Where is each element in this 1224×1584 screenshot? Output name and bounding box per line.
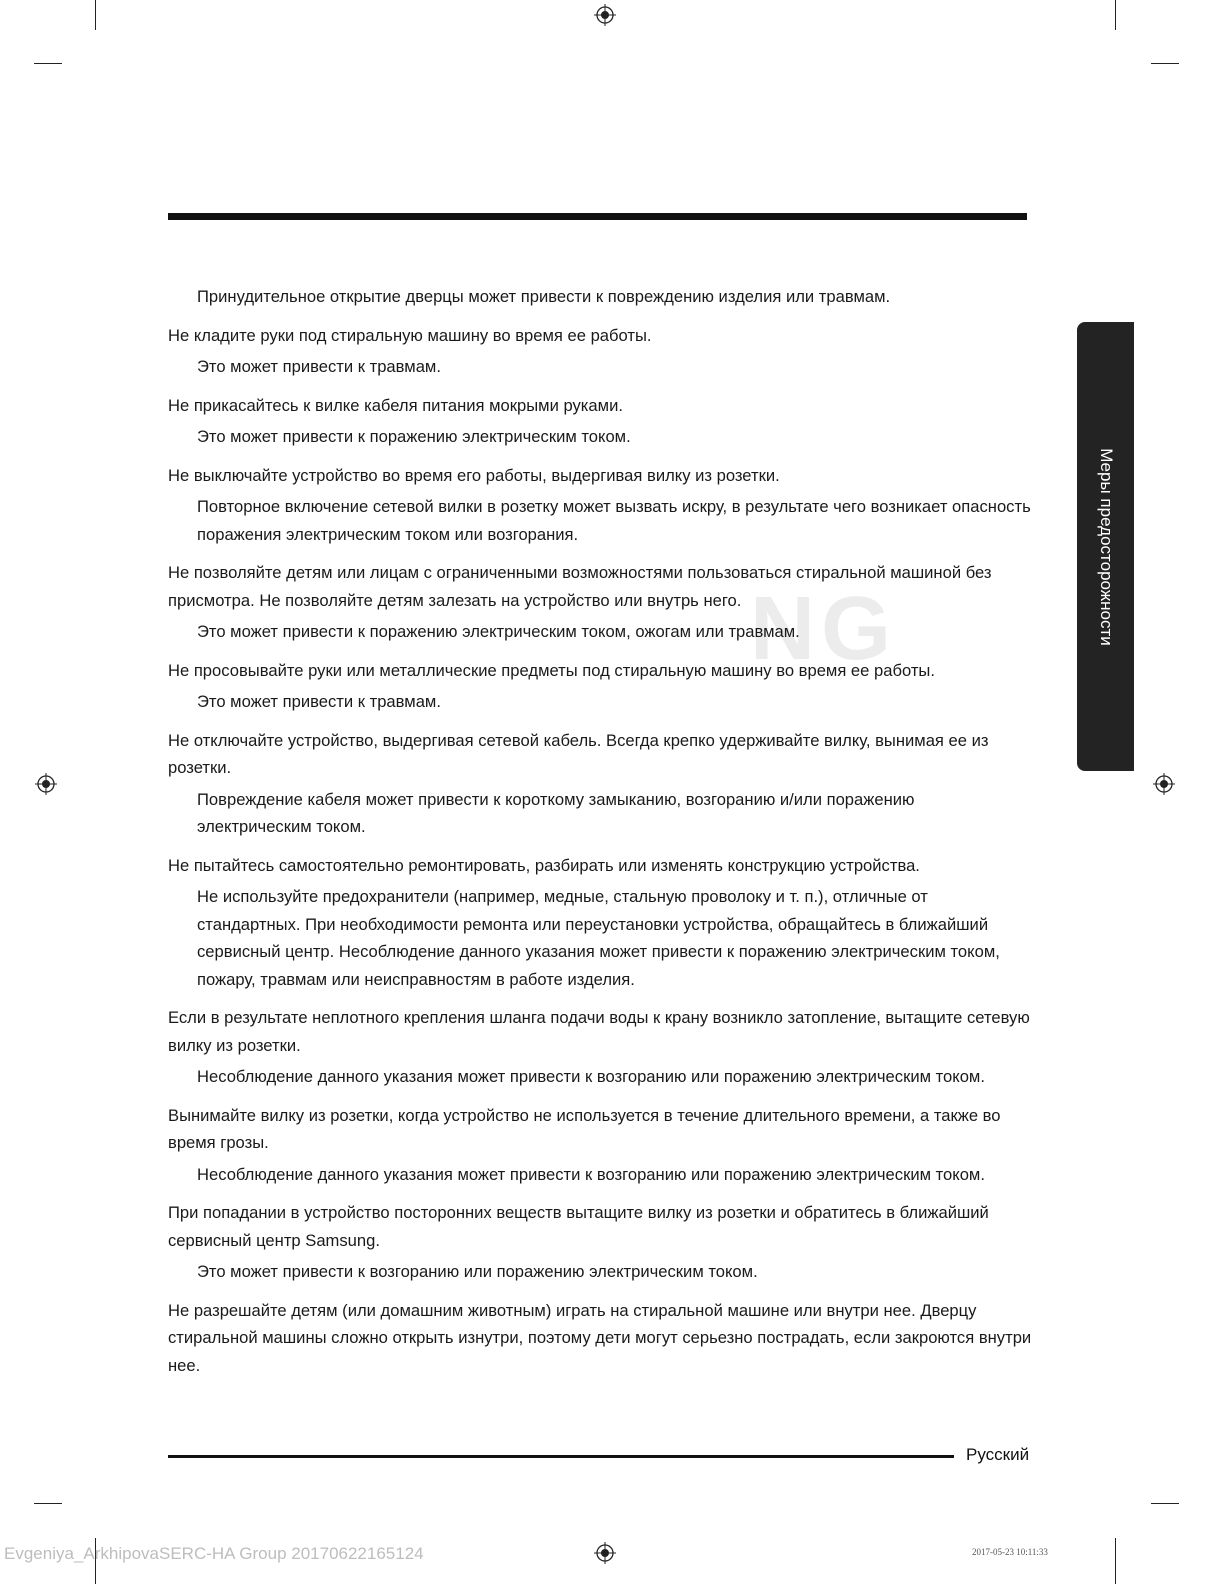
footer-rule	[168, 1455, 954, 1458]
crop-mark	[1151, 1503, 1179, 1504]
header-rule	[168, 213, 1027, 220]
crop-mark	[95, 0, 96, 30]
registration-mark-icon	[35, 773, 57, 795]
warning-heading: При попадании в устройство посторонних веществ вытащите вилку из розетки и обратитесь в ближайший сервисный центр Samsung.	[168, 1203, 989, 1250]
warning-detail: Принудительное открытие дверцы может привести к повреждению изделия или травмам.	[197, 287, 891, 306]
registration-mark-icon	[594, 4, 616, 26]
crop-mark	[34, 1503, 62, 1504]
warning-heading: Если в результате неплотного крепления шланга подачи воды к крану возникло затопление, вытащите сетевую вилку из розетки.	[168, 1008, 1030, 1055]
warning-heading: Не позволяйте детям или лицам с ограниченными возможностями пользоваться стиральной машиной без присмотра. Не позволяйте детям залезать на устройство или внутрь него.	[168, 563, 992, 610]
warning-items	[168, 322, 1033, 1380]
warning-heading: Не пытайтесь самостоятельно ремонтировать, разбирать или изменять конструкцию устройства.	[168, 855, 920, 875]
warning-heading: Не просовывайте руки или металлические предметы под стиральную машину во время ее работы.	[168, 660, 935, 680]
crop-mark	[1115, 1538, 1116, 1584]
warning-detail: Повторное включение сетевой вилки в розетку может вызвать искру, в результате чего возникает опасность поражения электрическим током или возгорания.	[197, 497, 1031, 544]
warning-detail: Это может привести к поражению электрическим током, ожогам или травмам.	[197, 622, 800, 641]
print-timestamp: 2017-05-23 10:11:33	[972, 1547, 1048, 1557]
section-tab	[1077, 322, 1134, 771]
warning-detail: Повреждение кабеля может привести к короткому замыканию, возгоранию и/или поражению электрическим током.	[197, 789, 915, 836]
warning-detail: Не используйте предохранители (например, медные, стальную проволоку и т. п.), отличные от стандартных. При необходимости ремонта или переустановки устройства, обращайтесь в ближайший сервисный центр. Несоблюдение данного указания может привести к поражению электрическим током, пожару, травмам или неисправностям в работе изделия.	[197, 887, 1000, 989]
registration-mark-icon	[594, 1542, 616, 1564]
warning-detail: Несоблюдение данного указания может привести к возгоранию или поражению электрическим током.	[197, 1164, 985, 1184]
crop-mark	[1151, 63, 1179, 64]
print-slug: Evgeniya_ArkhipovaSERC-HA Group 20170622165124	[4, 1544, 424, 1563]
crop-mark	[34, 63, 62, 64]
warning-heading: Не отключайте устройство, выдергивая сетевой кабель. Всегда крепко удерживайте вилку, вынимая ее из розетки.	[168, 730, 989, 777]
watermark: NG	[750, 579, 897, 679]
warning-heading: Не кладите руки под стиральную машину во время ее работы.	[168, 325, 652, 345]
safety-list	[168, 283, 1033, 1390]
crop-mark	[1115, 0, 1116, 30]
registration-mark-icon	[1153, 773, 1175, 795]
warning-detail: Это может привести к поражению электрическим током.	[197, 427, 631, 446]
warning-heading: Не прикасайтесь к вилке кабеля питания мокрыми руками.	[168, 395, 623, 415]
warning-heading: Не выключайте устройство во время его работы, выдергивая вилку из розетки.	[168, 465, 780, 485]
warning-detail: Несоблюдение данного указания может привести к возгоранию или поражению электрическим током.	[197, 1067, 985, 1086]
warning-heading: Не разрешайте детям (или домашним животным) играть на стиральной машине или внутри нее. Дверцу стиральной машины сложно открыть изнутри, поэтому дети могут серьезно пострадать, если закроются внутри нее.	[168, 1300, 1032, 1375]
warning-detail: Это может привести к возгоранию или поражению электрическим током.	[197, 1262, 758, 1281]
warning-detail: Это может привести к травмам.	[197, 357, 441, 376]
footer-language: Русский	[966, 1445, 1030, 1464]
warning-detail: Это может привести к травмам.	[197, 692, 441, 711]
warning-heading: Вынимайте вилку из розетки, когда устройство не используется в течение длительного времени, а также во время грозы.	[168, 1105, 1001, 1152]
section-tab-label: Меры предосторожности	[1096, 447, 1116, 646]
